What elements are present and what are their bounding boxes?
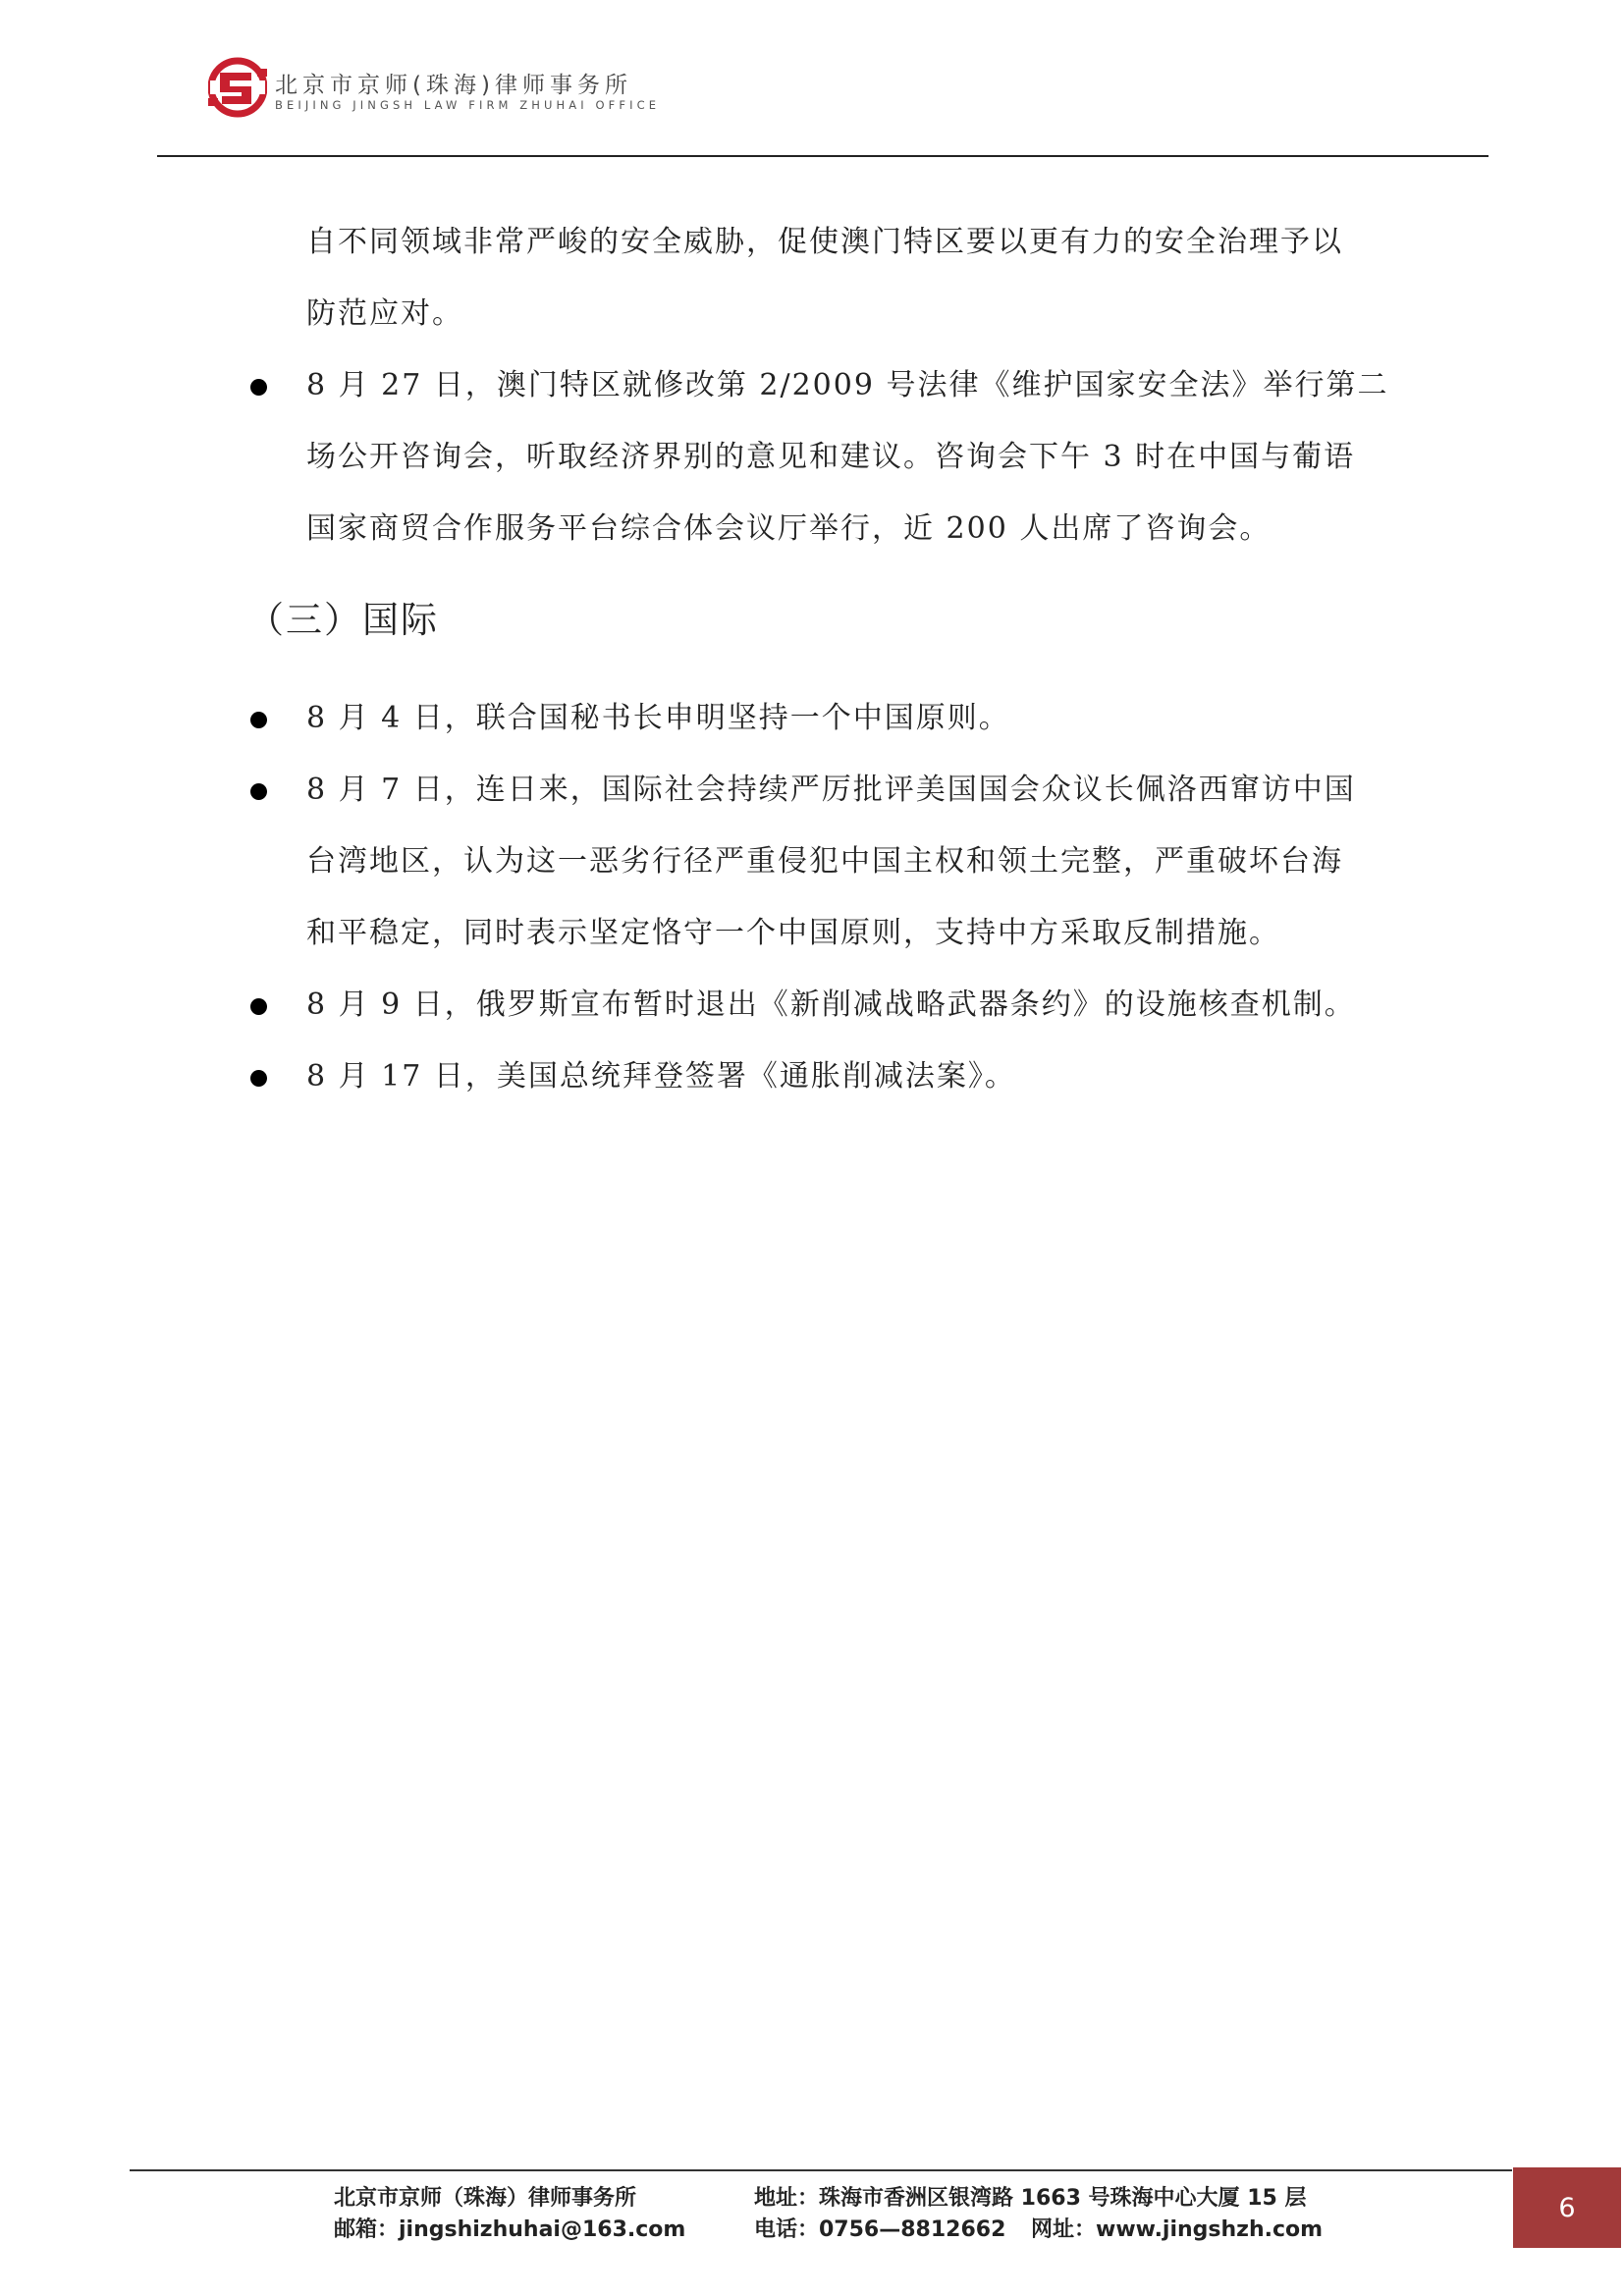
text-line: 8 月 4 日，联合国秘书长申明坚持一个中国原则。 [306, 682, 1404, 754]
list-item [236, 969, 1404, 1041]
firm-name-en: BEIJING JINGSH LAW FIRM ZHUHAI OFFICE [275, 98, 661, 112]
list-item [236, 349, 1404, 564]
list-item [236, 1041, 1404, 1112]
footer-firm-name: 北京市京师（珠海）律师事务所 [334, 2186, 637, 2211]
page-number-badge [1513, 2167, 1621, 2248]
document-body [236, 206, 1404, 1112]
text-line: 场公开咨询会，听取经济界别的意见和建议。咨询会下午 3 时在中国与葡语 [306, 440, 1356, 474]
text-line: 台湾地区，认为这一恶劣行径严重侵犯中国主权和领土完整，严重破坏台海 [306, 844, 1343, 879]
text-line: 8 月 7 日，连日来，国际社会持续严厉批评美国国会众议长佩洛西窜访中国 [306, 754, 1404, 826]
bullet-icon [250, 1070, 267, 1087]
firm-name-cn: 北京市京师(珠海)律师事务所 [275, 73, 632, 98]
text-line: 防范应对。 [306, 296, 463, 331]
bullet-icon [250, 998, 267, 1015]
continuation-paragraph [236, 206, 1404, 349]
bullet-icon [250, 712, 267, 728]
text-line: 8 月 9 日，俄罗斯宣布暂时退出《新削减战略武器条约》的设施核查机制。 [306, 969, 1404, 1041]
list-item [236, 754, 1404, 969]
page-number: 6 [1558, 2192, 1576, 2223]
footer-divider [130, 2169, 1512, 2171]
header-divider [157, 155, 1489, 157]
footer-address: 地址：珠海市香洲区银湾路 1663 号珠海中心大厦 15 层 [754, 2186, 1307, 2211]
text-line: 和平稳定，同时表示坚定恪守一个中国原则，支持中方采取反制措施。 [306, 916, 1280, 950]
footer-website: 网址：www.jingshzh.com [1031, 2217, 1324, 2242]
section-title: （三）国际 [247, 599, 439, 641]
text-line: 国家商贸合作服务平台综合体会议厅举行，近 200 人出席了咨询会。 [306, 511, 1272, 546]
text-line: 自不同领域非常严峻的安全威胁，促使澳门特区要以更有力的安全治理予以 [306, 225, 1343, 259]
footer-email: 邮箱：jingshizhuhai@163.com [334, 2217, 686, 2242]
bullet-icon [250, 379, 267, 396]
text-line: 8 月 17 日，美国总统拜登签署《通胀削减法案》。 [306, 1041, 1404, 1112]
bullet-icon [250, 783, 267, 800]
text-line: 8 月 27 日，澳门特区就修改第 2/2009 号法律《维护国家安全法》举行第二 [306, 349, 1404, 421]
page-header [208, 55, 719, 128]
footer-phone: 电话：0756—8812662 [754, 2217, 1006, 2242]
list-item [236, 682, 1404, 754]
firm-logo-icon [208, 55, 267, 120]
